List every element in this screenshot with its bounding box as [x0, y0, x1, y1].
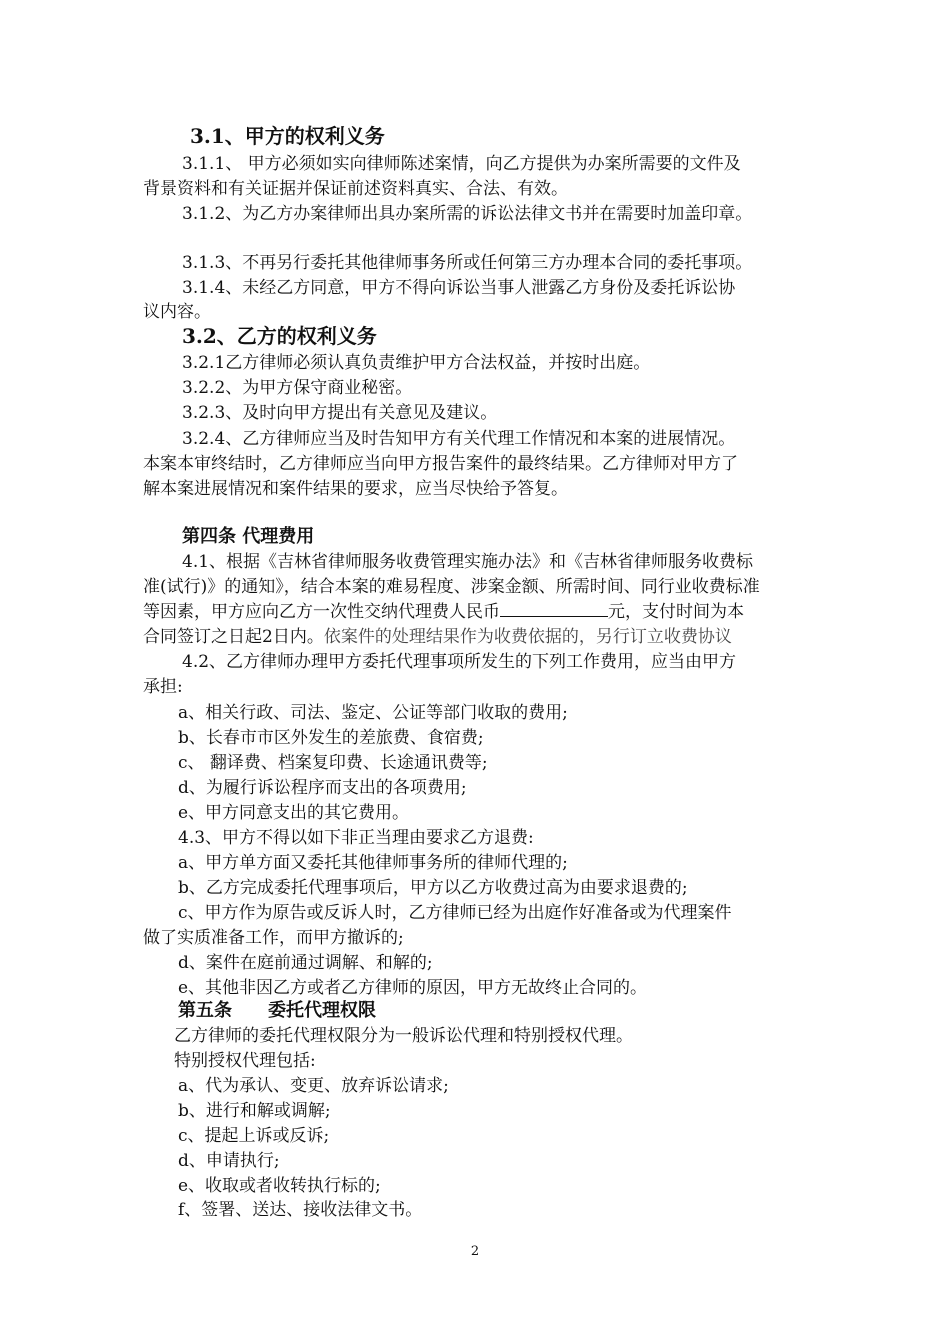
- article-5-item-a: a、代为承认、变更、放弃诉讼请求;: [178, 1076, 449, 1096]
- clause-4-2-line2: 承担:: [143, 677, 183, 697]
- clause-4-1-line3: [143, 600, 744, 624]
- clause-4-3: 4.3、甲方不得以如下非正当理由要求乙方退费:: [178, 828, 534, 848]
- article-5-item-b: b、进行和解或调解;: [178, 1101, 331, 1121]
- clause-4-2-item-e: e、甲方同意支出的其它费用。: [178, 803, 410, 823]
- clause-4-1-line3-text: 等因素，甲方应向乙方一次性交纳代理费人民币: [143, 602, 500, 622]
- clause-3-2-2: 3.2.2、为甲方保守商业秘密。: [182, 378, 413, 398]
- clause-3-1-3: 3.1.3、不再另行委托其他律师事务所或任何第三方办理本合同的委托事项。: [182, 253, 753, 273]
- clause-3-2-3: 3.2.3、及时向甲方提出有关意见及建议。: [182, 403, 498, 423]
- clause-4-3-item-e: e、其他非因乙方或者乙方律师的原因，甲方无故终止合同的。: [178, 978, 648, 998]
- clause-4-1-line2: 准(试行)》的通知》，结合本案的难易程度、涉案金额、所需时间、同行业收费标准: [143, 577, 760, 597]
- clause-4-1-payment-term: 合同签订之日起2日内。: [143, 627, 324, 647]
- section-3-2-heading: 3.2、乙方的权利义务: [182, 324, 377, 348]
- article-5-heading: 第五条 委托代理权限: [178, 1000, 376, 1021]
- fee-amount-blank: [500, 600, 608, 617]
- clause-4-2-line1: 4.2、乙方律师办理甲方委托代理事项所发生的下列工作费用，应当由甲方: [182, 652, 737, 672]
- clause-3-2-1: 3.2.1乙方律师必须认真负责维护甲方合法权益，并按时出庭。: [182, 353, 651, 373]
- article-5-item-f: f、签署、送达、接收法律文书。: [178, 1200, 423, 1220]
- clause-3-2-4-line2: 本案本审终结时，乙方律师应当向甲方报告案件的最终结果。乙方律师对甲方了: [143, 454, 738, 474]
- clause-3-1-4-line1: 3.1.4、未经乙方同意，甲方不得向诉讼当事人泄露乙方身份及委托诉讼协: [182, 278, 736, 298]
- clause-4-3-item-a: a、甲方单方面又委托其他律师事务所的律师代理的;: [178, 853, 568, 873]
- clause-3-2-4-line1: 3.2.4、乙方律师应当及时告知甲方有关代理工作情况和本案的进展情况。: [182, 429, 736, 449]
- article-5-item-e: e、收取或者收转执行标的;: [178, 1176, 381, 1196]
- clause-4-3-item-b: b、乙方完成委托代理事项后，甲方以乙方收费过高为由要求退费的;: [178, 878, 688, 898]
- clause-3-1-1-line1: 3.1.1、 甲方必须如实向律师陈述案情，向乙方提供为办案所需要的文件及: [182, 154, 741, 174]
- clause-3-2-4-line3: 解本案进展情况和案件结果的要求，应当尽快给予答复。: [143, 479, 568, 499]
- clause-4-1-line3-suffix: 元，支付时间为本: [608, 602, 744, 622]
- clause-4-3-item-c-line1: c、甲方作为原告或反诉人时，乙方律师已经为出庭作好准备或为代理案件: [178, 903, 732, 923]
- clause-4-1-line4: [143, 625, 732, 649]
- page-number: 2: [470, 1244, 480, 1259]
- clause-4-2-item-a: a、相关行政、司法、鉴定、公证等部门收取的费用;: [178, 703, 568, 723]
- section-3-1-heading: 3.1、甲方的权利义务: [190, 124, 385, 148]
- article-5-item-c: c、提起上诉或反诉;: [178, 1126, 330, 1146]
- clause-4-2-item-b: b、长春市市区外发生的差旅费、食宿费;: [178, 728, 484, 748]
- clause-4-1-contingency-note: 依案件的处理结果作为收费依据的，另行订立收费协议: [323, 627, 732, 647]
- clause-3-1-4-line2: 议内容。: [143, 302, 211, 322]
- article-5-intro: 乙方律师的委托代理权限分为一般诉讼代理和特别授权代理。: [174, 1026, 633, 1046]
- clause-4-2-item-d: d、为履行诉讼程序而支出的各项费用;: [178, 778, 467, 798]
- article-4-heading: 第四条 代理费用: [182, 526, 315, 547]
- clause-4-1-line1: 4.1、根据《吉林省律师服务收费管理实施办法》和《吉林省律师服务收费标: [182, 552, 754, 572]
- clause-3-1-2: 3.1.2、为乙方办案律师出具办案所需的诉讼法律文书并在需要时加盖印章。: [182, 204, 753, 224]
- clause-4-3-item-d: d、案件在庭前通过调解、和解的;: [178, 953, 433, 973]
- clause-4-2-item-c: c、 翻译费、档案复印费、长途通讯费等;: [178, 753, 488, 773]
- article-5-special-authority: 特别授权代理包括:: [174, 1051, 316, 1071]
- article-5-item-d: d、申请执行;: [178, 1151, 280, 1171]
- clause-3-1-1-line2: 背景资料和有关证据并保证前述资料真实、合法、有效。: [143, 179, 568, 199]
- clause-4-3-item-c-line2: 做了实质准备工作，而甲方撤诉的;: [143, 928, 404, 948]
